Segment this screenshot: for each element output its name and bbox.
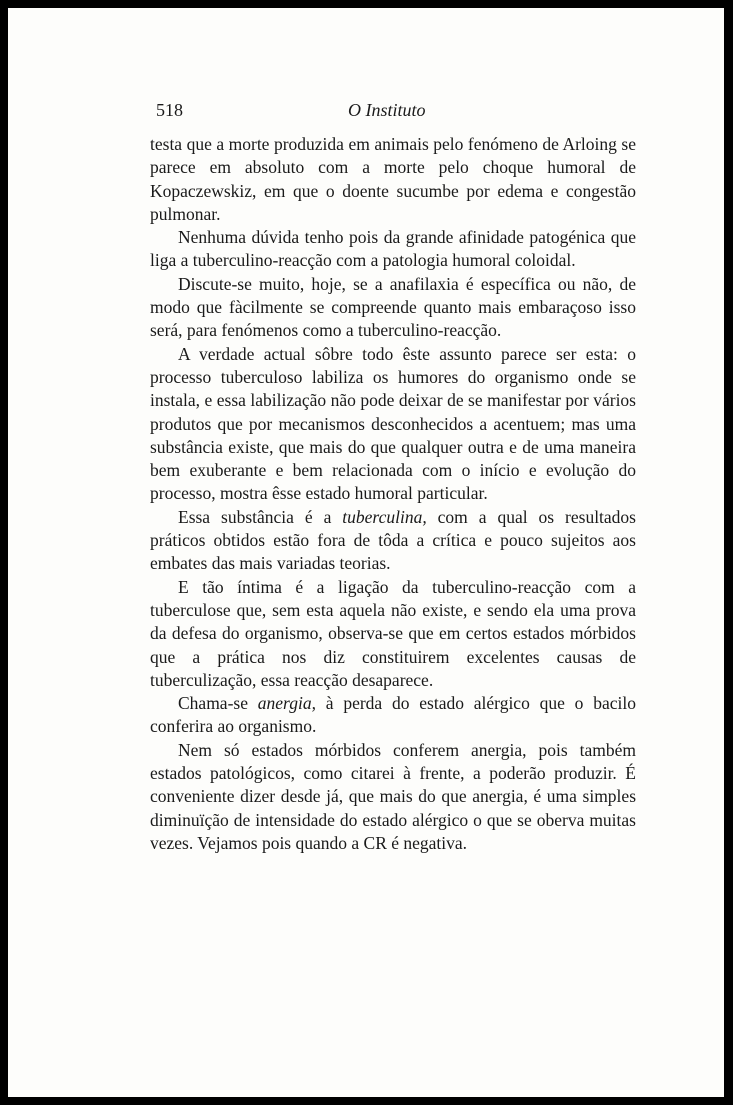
page-header [156, 100, 646, 124]
paragraph-7 [150, 692, 636, 739]
running-title: O Instituto [348, 100, 426, 120]
paragraph-2: Nenhuma dúvida tenho pois da grande afinidade patogénica que liga a tuberculino-reacção com a patologia humoral coloidal. [150, 227, 636, 271]
paragraph-8: Nem só estados mórbidos conferem anergia, pois também estados patológicos, como citarei à frente, a poderão produzir. É conveniente dizer desde já, que mais do que anergia, é uma simples diminuïção de intensidade do estado alérgico o que se oberva muitas vezes. Vejamos pois quando a CR é negativa. [150, 739, 636, 853]
body-text [150, 133, 636, 855]
paragraph-5-end: com a qual os resultados práticos obtidos estão fora de tôda a crítica e pouco sujeitos aos embates das mais variadas teorias. [150, 506, 636, 574]
paragraph-5-start: Essa substância é a [178, 506, 343, 527]
term-tuberculina: tuberculina, [342, 506, 427, 527]
paragraph-5 [150, 506, 636, 576]
paragraph-3: Discute-se muito, hoje, se a anafilaxia é específica ou não, de modo que fàcilmente se compreende quanto mais embaraçoso isso será, para fenómenos como a tuberculino-reacção. [150, 273, 636, 341]
paragraph-6: E tão íntima é a ligação da tuberculino-reacção com a tuberculose que, sem esta aquela não existe, e sendo ela uma prova da defesa do organismo, observa-se que em certos estados mórbidos que a prática nos diz constituirem excelentes causas de tuberculização, essa reacção desaparece. [150, 576, 636, 690]
page-number: 518 [156, 100, 183, 120]
paragraph-1: testa que a morte produzida em animais pelo fenómeno de Arloing se parece em absoluto com a morte pelo choque humoral de Kopaczewskiz, em que o doente sucumbe por edema e congestão pulmonar. [150, 134, 636, 224]
term-anergia: anergia, [257, 693, 316, 714]
paragraph-7-end: à perda do estado alérgico que o bacilo conferira ao organismo. [150, 693, 636, 737]
paragraph-4: A verdade actual sôbre todo êste assunto parece ser esta: o processo tuberculoso labiliza os humores do organismo onde se instala, e essa labilização não pode deixar de se manifestar por vários produtos que por mecanismos desconhecidos a acentuem; mas uma substância existe, que mais do que qualquer outra e de uma maneira bem exuberante e bem relacionada com o início e evolução do processo, mostra êsse estado humoral particular. [150, 343, 636, 504]
paragraph-7-start: Chama-se [178, 693, 258, 714]
